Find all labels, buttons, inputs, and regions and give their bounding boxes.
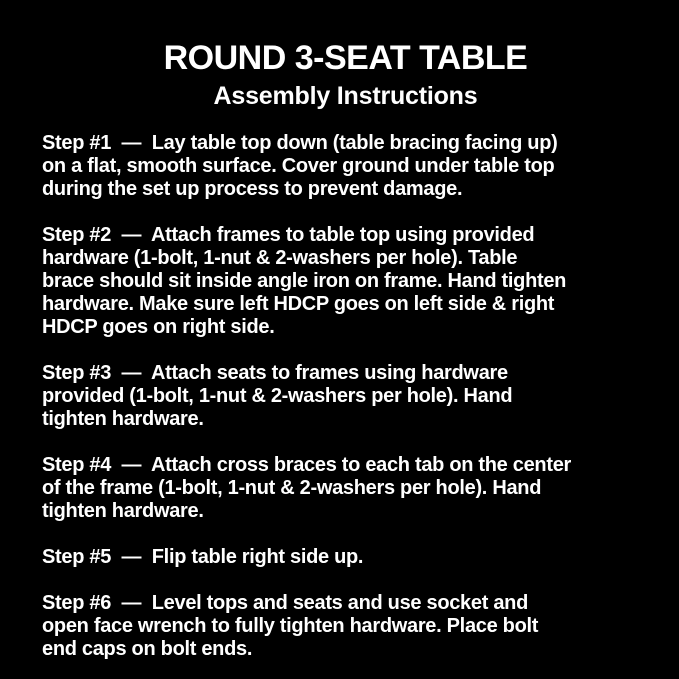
step-3 [42,362,649,431]
step-5-line-1: Step #5 — Flip table right side up. [42,546,364,568]
step-4 [42,454,649,523]
step-2-line-3: brace should sit inside angle iron on frame. Hand tighten [42,270,567,292]
step-3-line-3: tighten hardware. [42,408,204,430]
page-subtitle: Assembly Instructions [213,82,478,110]
step-6-line-3: end caps on bolt ends. [42,638,253,660]
step-2-line-4: hardware. Make sure left HDCP goes on left side & right [42,293,555,315]
step-3-line-2: provided (1-bolt, 1-nut & 2-washers per hole). Hand [42,385,513,407]
step-1-line-3: during the set up process to prevent damage. [42,178,463,200]
step-4-line-1: Step #4 — Attach cross braces to each tab on the center [42,454,571,476]
step-1-line-1: Step #1 — Lay table top down (table bracing facing up) [42,132,558,154]
steps-list [42,132,649,661]
step-2 [42,224,649,339]
page-title: ROUND 3-SEAT TABLE [163,39,528,77]
step-4-line-2: of the frame (1-bolt, 1-nut & 2-washers per hole). Hand [42,477,542,499]
step-6-line-2: open face wrench to fully tighten hardware. Place bolt [42,615,539,637]
step-6-line-1: Step #6 — Level tops and seats and use socket and [42,592,528,614]
step-1 [42,132,649,201]
step-2-line-5: HDCP goes on right side. [42,316,275,338]
step-2-line-1: Step #2 — Attach frames to table top using provided [42,224,535,246]
step-2-line-2: hardware (1-bolt, 1-nut & 2-washers per hole). Table [42,247,518,269]
step-4-line-3: tighten hardware. [42,500,204,522]
step-6 [42,592,649,661]
step-3-line-1: Step #3 — Attach seats to frames using hardware [42,362,508,384]
step-5 [42,546,649,569]
step-1-line-2: on a flat, smooth surface. Cover ground under table top [42,155,555,177]
